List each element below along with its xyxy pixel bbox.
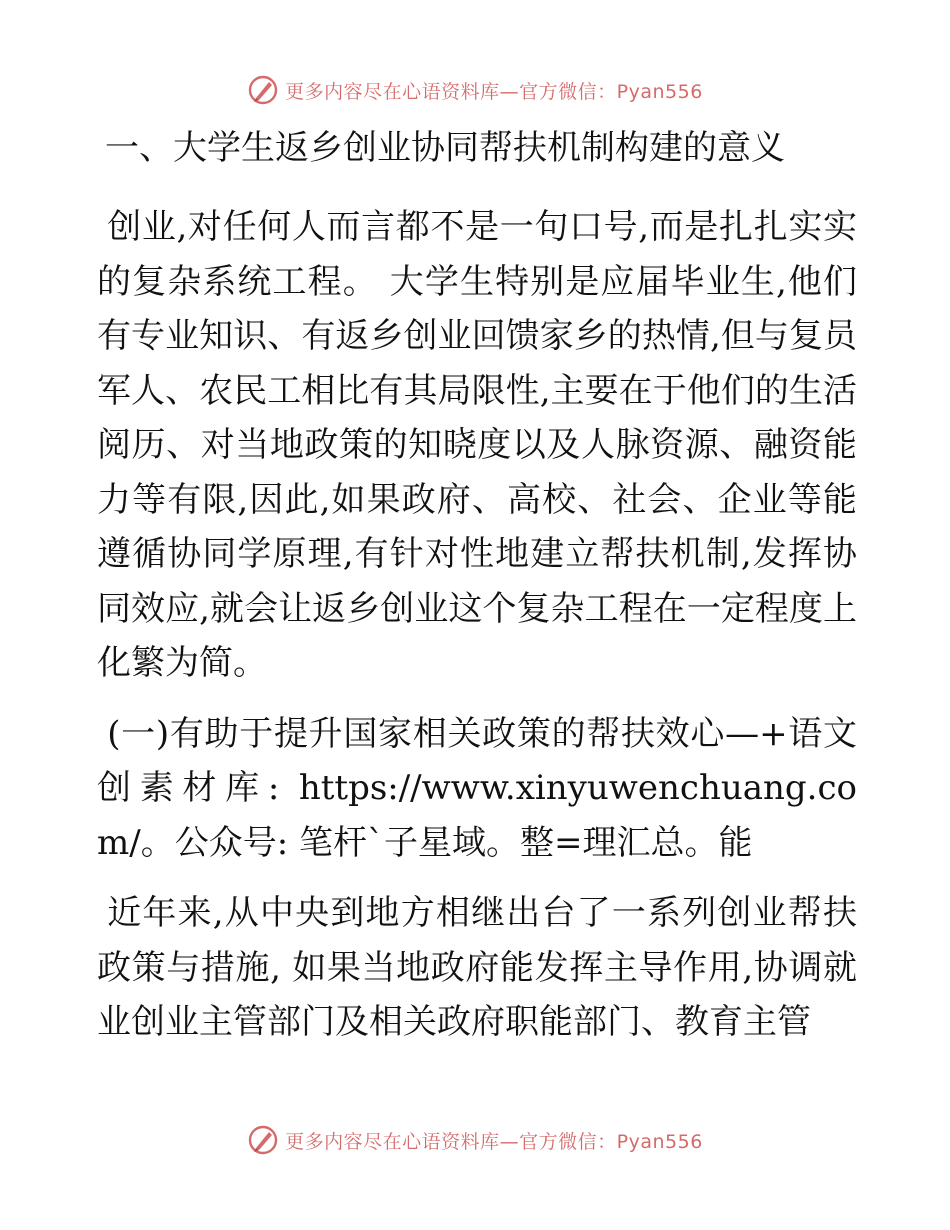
watermark-text: 更多内容尽在心语资料库—官方微信：Pyan556 <box>285 1130 703 1153</box>
paragraph-2: (一)有助于提升国家相关政策的帮扶效心—+语文创素材库: https://www.xinyuwenchuang.com/。公众号: 笔杆`子星域。整=理汇总。能 <box>97 713 857 863</box>
paragraph-1: 创业,对任何人而言都不是一句口号,而是扎扎实实的复杂系统工程。 大学生特别是应届毕业生,他们有专业知识、有返乡创业回馈家乡的热情,但与复员军人、农民工相比有其局限性,主要在于他们的生活阅历、对当地政策的知晓度以及人脉资源、融资能力等有限,因此,如果政府、高校、社会、企业等能遵循协同学原理,有针对性地建立帮扶机制,发挥协同效应,就会让返乡创业这个复杂工程在一定程度上化繁为简。 <box>97 207 857 683</box>
watermark-header <box>0 70 950 110</box>
section-heading: 一、大学生返乡创业协同帮扶机制构建的意义 <box>105 128 785 168</box>
pen-logo-icon <box>247 74 279 106</box>
pen-logo-icon <box>247 1124 279 1156</box>
watermark-text: 更多内容尽在心语资料库—官方微信：Pyan556 <box>285 80 703 103</box>
paragraph-3: 近年来,从中央到地方相继出台了一系列创业帮扶政策与措施, 如果当地政府能发挥主导作用,协调就业创业主管部门及相关政府职能部门、教育主管 <box>97 893 857 1042</box>
watermark-footer <box>0 1120 950 1160</box>
document-body <box>97 128 857 1066</box>
